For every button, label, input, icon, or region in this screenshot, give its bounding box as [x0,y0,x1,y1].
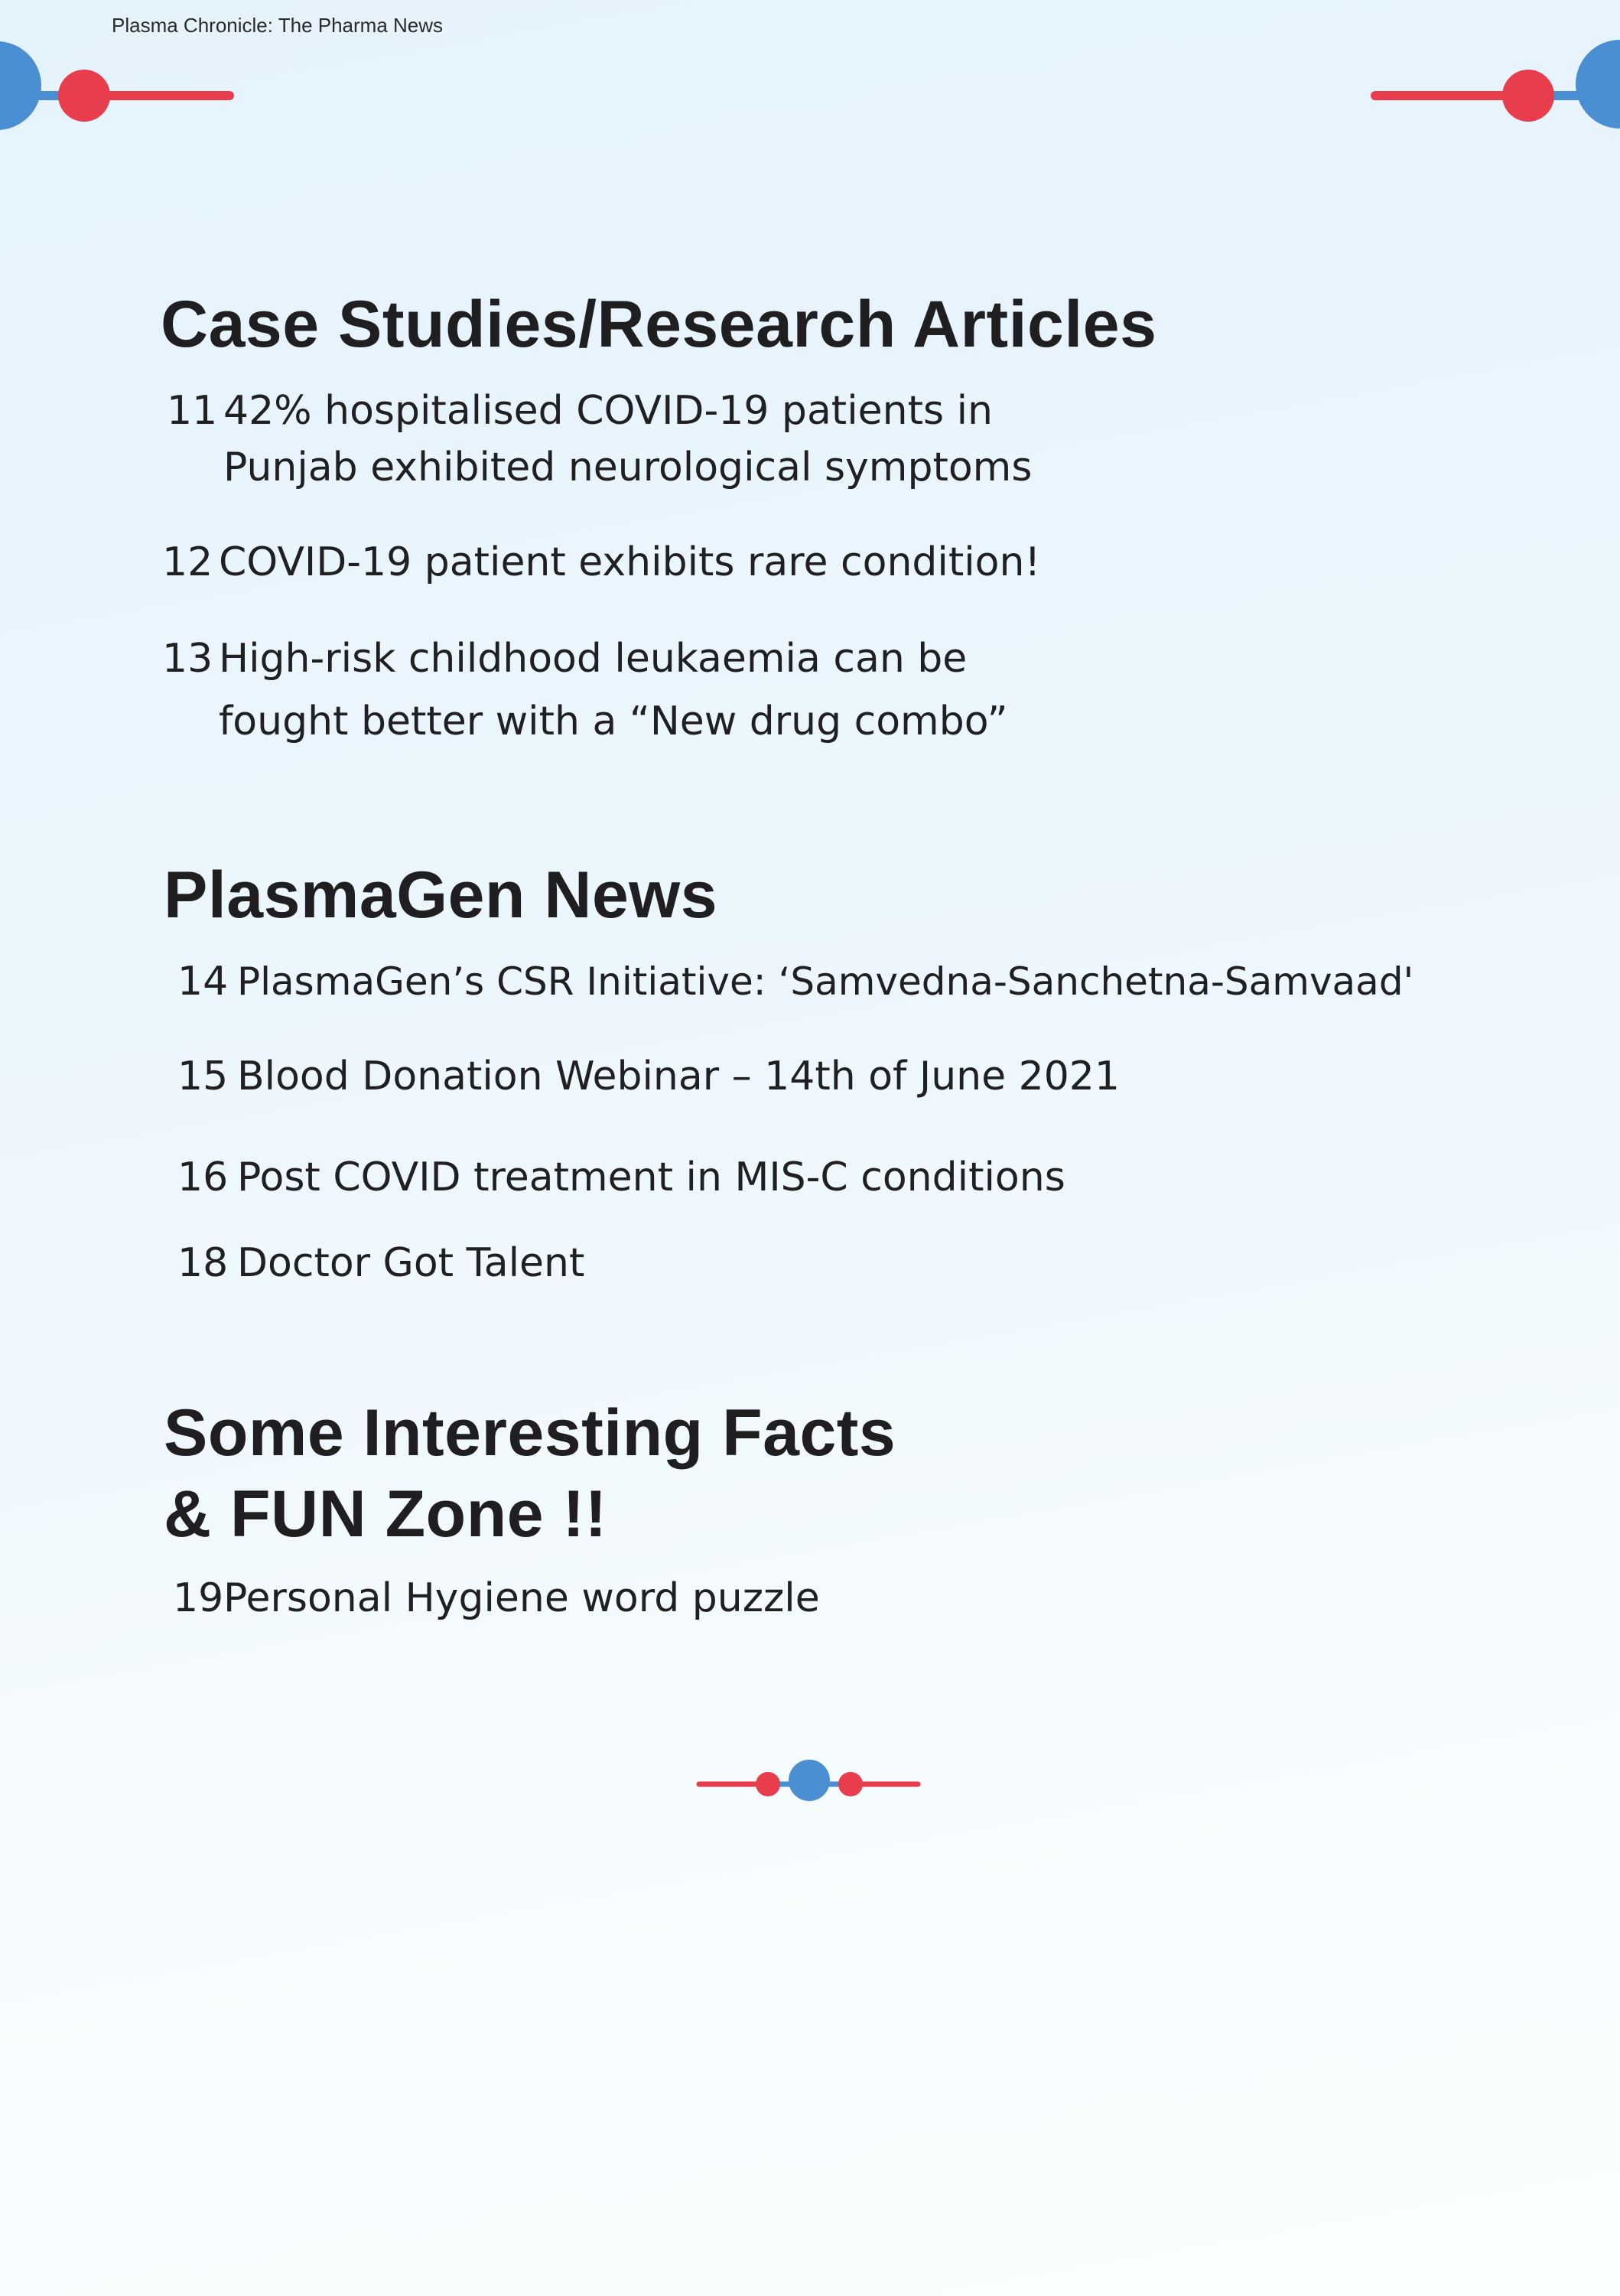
entry-title: Doctor Got Talent [237,1240,585,1286]
entry-title: Personal Hygiene word puzzle [223,1575,820,1621]
entry-page-number: 16 [177,1155,229,1200]
entry-title: 42% hospitalised COVID-19 patients in Punjab exhibited neurological symptoms [223,388,1033,490]
entry-page-number: 13 [162,636,213,682]
toc-entry[interactable] [162,534,1233,591]
toc-entry[interactable] [177,1149,1401,1206]
entry-page-number: 15 [177,1054,229,1099]
running-header: Plasma Chronicle: The Pharma News [112,14,444,37]
molecule-decoration-bottom [688,1752,925,1813]
entry-title: Blood Donation Webinar – 14th of June 2021 [237,1054,1120,1099]
section-heading-case-studies: Case Studies/Research Articles [161,288,1157,361]
molecule-decoration-top-right [1369,31,1620,138]
entry-page-number: 18 [177,1240,229,1286]
entry-title: COVID-19 patient exhibits rare condition! [219,539,1041,585]
entry-page-number: 14 [177,959,229,1005]
entry-page-number: 11 [167,388,218,434]
toc-entry[interactable] [162,627,1156,753]
section-heading-fun-zone: Some Interesting Facts & FUN Zone !! [164,1396,896,1551]
entry-title: High-risk childhood leukaemia can be fought better with a “New drug combo” [219,636,1008,744]
toc-entry[interactable] [177,1048,1401,1105]
entry-page-number: 12 [162,539,213,585]
toc-entry[interactable] [177,1235,1401,1291]
toc-entry[interactable] [167,383,1161,496]
toc-entry[interactable] [177,953,1600,1010]
section-heading-plasmagen-news: PlasmaGen News [164,858,718,932]
molecule-decoration-top-left [0,31,245,138]
toc-entry[interactable] [173,1570,1397,1627]
entry-title: PlasmaGen’s CSR Initiative: ‘Samvedna-Sanchetna-Samvaad' [237,959,1414,1004]
entry-title: Post COVID treatment in MIS-C conditions [237,1155,1065,1200]
entry-page-number: 19 [173,1575,224,1621]
